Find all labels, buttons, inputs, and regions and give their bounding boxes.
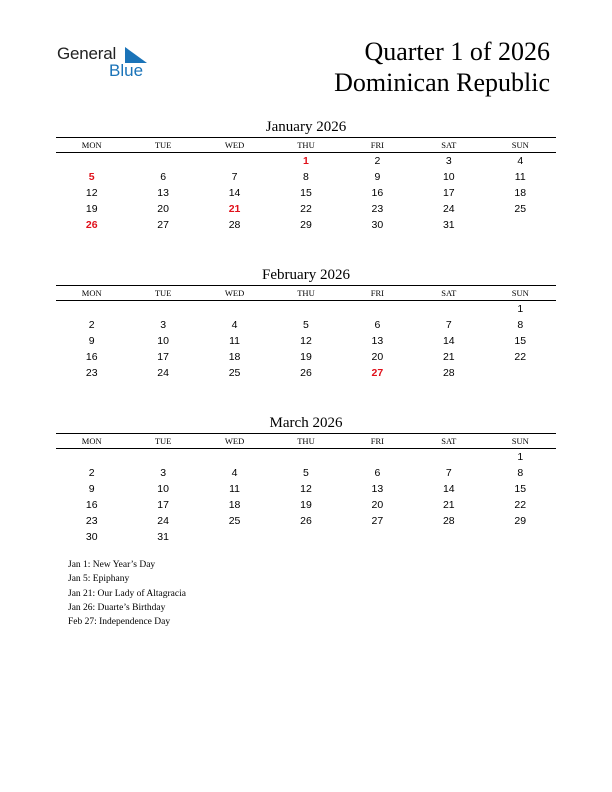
day-cell: 27 — [157, 219, 169, 231]
holiday-notes — [68, 558, 186, 629]
month-title: March 2026 — [269, 415, 343, 431]
day-cell: 21 — [442, 499, 455, 511]
day-cell: 28 — [228, 219, 241, 231]
day-cell: 28 — [442, 515, 455, 527]
logo-word-general: General — [57, 44, 117, 63]
week-row — [56, 497, 556, 513]
day-cell: 21 — [442, 351, 455, 363]
week-row — [56, 301, 556, 317]
title-quarter: Quarter 1 of 2026 — [364, 37, 550, 66]
day-cell: 24 — [157, 515, 169, 527]
week-row — [56, 449, 556, 465]
weekday-label: FRI — [370, 140, 385, 150]
day-cell: 7 — [445, 467, 452, 479]
day-cell: 24 — [157, 367, 169, 379]
day-cell: 9 — [374, 171, 381, 183]
day-cell: 6 — [374, 319, 381, 331]
weekday-label: MON — [81, 288, 102, 298]
day-cell: 2 — [88, 319, 95, 331]
day-cell: 1 — [303, 155, 309, 167]
holiday-note: Jan 26: Duarte’s Birthday — [68, 602, 166, 613]
day-cell: 22 — [300, 203, 312, 215]
holiday-note: Jan 1: New Year’s Day — [68, 560, 156, 570]
weekday-label: FRI — [370, 436, 385, 446]
day-cell: 12 — [85, 187, 98, 199]
day-cell: 16 — [85, 499, 98, 511]
day-cell: 10 — [157, 335, 169, 347]
day-cell: 1 — [517, 451, 524, 463]
day-cell: 18 — [228, 499, 241, 511]
day-cell: 8 — [303, 171, 309, 183]
holiday-note: Jan 5: Epiphany — [68, 574, 130, 585]
day-cell: 7 — [445, 319, 452, 331]
day-cell: 12 — [300, 483, 312, 495]
day-cell: 17 — [157, 499, 169, 511]
day-cell: 25 — [514, 203, 527, 215]
week-row — [56, 513, 556, 529]
day-cell: 11 — [229, 483, 240, 495]
day-cell: 20 — [371, 351, 384, 363]
weekday-label: SUN — [511, 140, 529, 150]
month-title: February 2026 — [262, 267, 350, 283]
weekday-label: FRI — [370, 288, 385, 298]
day-cell: 11 — [514, 171, 526, 183]
weekday-label: MON — [81, 436, 102, 446]
day-cell: 14 — [442, 335, 455, 347]
day-cell: 26 — [300, 515, 312, 527]
day-cell: 18 — [228, 351, 241, 363]
day-cell: 13 — [157, 187, 169, 199]
day-cell: 4 — [231, 319, 238, 331]
day-cell: 9 — [88, 335, 95, 347]
day-cell: 14 — [442, 483, 455, 495]
day-cell: 3 — [160, 319, 167, 331]
week-row — [56, 169, 556, 185]
week-row — [56, 349, 556, 365]
week-row — [56, 185, 556, 201]
day-cell: 27 — [371, 515, 384, 527]
day-cell: 16 — [85, 351, 98, 363]
day-cell: 19 — [300, 351, 312, 363]
day-cell: 14 — [228, 187, 241, 199]
day-cell: 19 — [85, 203, 98, 215]
day-cell: 3 — [160, 467, 167, 479]
day-cell: 4 — [517, 155, 524, 167]
weekday-label: SAT — [441, 140, 457, 150]
day-cell: 24 — [442, 203, 455, 215]
day-cell: 13 — [371, 335, 384, 347]
day-cell: 31 — [157, 531, 169, 543]
weekday-label: WED — [224, 288, 245, 298]
weekday-header — [56, 285, 556, 301]
weekday-label: THU — [297, 436, 315, 446]
week-row — [56, 481, 556, 497]
day-cell: 25 — [228, 367, 241, 379]
day-cell: 23 — [371, 203, 384, 215]
week-row — [56, 333, 556, 349]
day-cell: 30 — [371, 219, 384, 231]
day-cell: 18 — [514, 187, 527, 199]
weekday-label: SUN — [511, 288, 529, 298]
day-cell: 2 — [374, 155, 381, 167]
weekday-label: MON — [81, 140, 102, 150]
weekday-label: SUN — [511, 436, 529, 446]
weekday-header — [56, 433, 556, 449]
page-title — [334, 36, 550, 98]
day-cell: 2 — [88, 467, 95, 479]
week-row — [56, 317, 556, 333]
day-cell: 20 — [157, 203, 169, 215]
day-cell: 27 — [371, 367, 384, 379]
day-cell: 9 — [88, 483, 95, 495]
day-cell: 12 — [300, 335, 312, 347]
day-cell: 5 — [303, 467, 309, 479]
weekday-label: TUE — [154, 436, 172, 446]
day-cell: 15 — [514, 335, 527, 347]
day-cell: 5 — [88, 171, 95, 183]
day-cell: 5 — [303, 319, 309, 331]
day-cell: 10 — [157, 483, 169, 495]
weekday-label: THU — [297, 140, 315, 150]
weekday-label: TUE — [154, 140, 172, 150]
day-cell: 23 — [85, 515, 98, 527]
day-cell: 15 — [300, 187, 312, 199]
month-march — [56, 413, 556, 545]
day-cell: 10 — [442, 171, 455, 183]
week-row — [56, 153, 556, 169]
week-row — [56, 465, 556, 481]
month-january — [56, 117, 556, 233]
week-row — [56, 217, 556, 233]
day-cell: 29 — [300, 219, 312, 231]
day-cell: 7 — [231, 171, 238, 183]
weekday-label: WED — [224, 140, 245, 150]
day-cell: 23 — [85, 367, 98, 379]
month-title: January 2026 — [265, 119, 347, 135]
day-cell: 13 — [371, 483, 384, 495]
logo-word-blue: Blue — [109, 61, 144, 80]
day-cell: 11 — [229, 335, 240, 347]
day-cell: 17 — [442, 187, 455, 199]
title-country: Dominican Republic — [334, 68, 550, 97]
day-cell: 19 — [300, 499, 312, 511]
weekday-label: TUE — [154, 288, 172, 298]
day-cell: 6 — [160, 171, 167, 183]
day-cell: 1 — [517, 303, 524, 315]
day-cell: 26 — [85, 219, 98, 231]
day-cell: 29 — [514, 515, 527, 527]
weekday-label: THU — [297, 288, 315, 298]
weekday-header — [56, 137, 556, 153]
week-row — [56, 529, 556, 545]
weekday-label: SAT — [441, 288, 457, 298]
weekday-label: SAT — [441, 436, 457, 446]
day-cell: 17 — [157, 351, 169, 363]
day-cell: 22 — [514, 499, 527, 511]
day-cell: 16 — [371, 187, 384, 199]
day-cell: 8 — [517, 319, 524, 331]
day-cell: 30 — [85, 531, 98, 543]
day-cell: 4 — [231, 467, 238, 479]
week-row — [56, 201, 556, 217]
day-cell: 26 — [300, 367, 312, 379]
holiday-note: Jan 21: Our Lady of Altagracia — [68, 588, 186, 599]
weekday-label: WED — [224, 436, 245, 446]
day-cell: 6 — [374, 467, 381, 479]
day-cell: 3 — [445, 155, 452, 167]
holiday-note: Feb 27: Independence Day — [68, 617, 171, 628]
day-cell: 31 — [442, 219, 455, 231]
day-cell: 25 — [228, 515, 241, 527]
day-cell: 21 — [228, 203, 241, 215]
day-cell: 22 — [514, 351, 527, 363]
generalblue-logo — [57, 44, 167, 84]
day-cell: 8 — [517, 467, 524, 479]
month-february — [56, 265, 556, 381]
day-cell: 28 — [442, 367, 455, 379]
day-cell: 20 — [371, 499, 384, 511]
day-cell: 15 — [514, 483, 527, 495]
week-row — [56, 365, 556, 381]
